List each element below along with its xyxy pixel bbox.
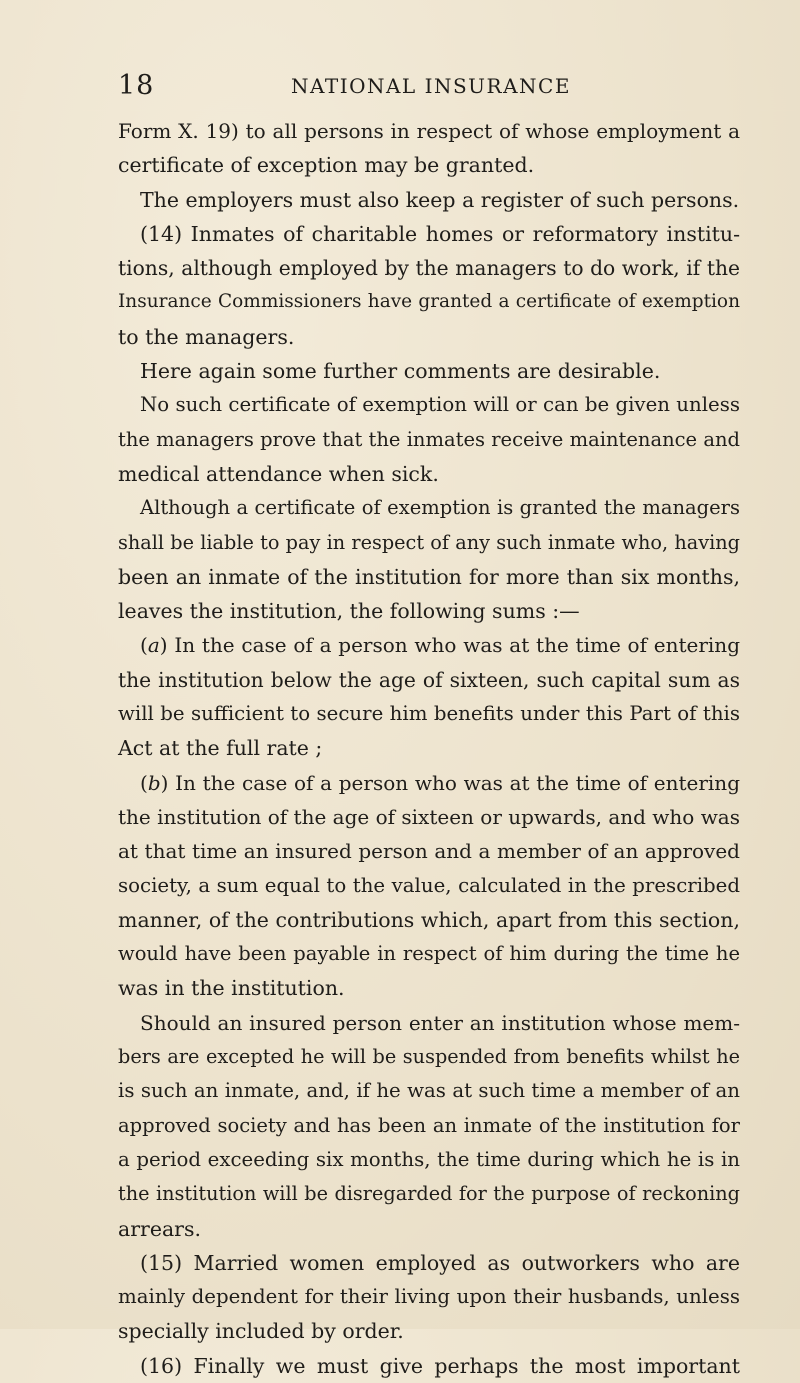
running-head [118,70,738,104]
text-line: (b) In the case of a person who was at the time of entering [140,770,740,795]
text-line: Although a certificate of exemption is granted the managers [140,496,740,520]
text-line: to the managers. [118,324,295,349]
text-line: tions, although employed by the managers to do work, if the [118,256,740,281]
text-line: the institution will be disregarded for the purpose of reckoning [118,1182,740,1206]
text-line: a period exceeding six months, the time during which he is in [118,1147,740,1171]
text-line: mainly dependent for their living upon their husbands, unless [118,1285,740,1309]
text-line: will be sufficient to secure him benefits under this Part of this [118,702,740,726]
body-text [118,114,740,1383]
text-line: (16) Finally we must give perhaps the most important [140,1353,740,1378]
text-line: at that time an insured person and a member of an approved [118,839,740,864]
running-title: NATIONAL INSURANCE [291,74,571,98]
text-line: manner, of the contributions which, apart from this section, [118,907,740,932]
text-line: would have been payable in respect of him during the time he [118,942,740,966]
text-line: arrears. [118,1216,202,1241]
text-line: (15) Married women employed as outworkers who are [140,1250,740,1275]
text-line: No such certificate of exemption will or can be given unless [140,393,740,417]
text-line: Act at the full rate ; [118,736,323,761]
text-line: leaves the institution, the following sums :— [118,599,580,624]
text-line: specially included by order. [118,1319,404,1344]
text-line: is such an inmate, and, if he was at such time a member of an [118,1079,740,1103]
text-line: society, a sum equal to the value, calculated in the prescribed [118,873,740,897]
text-line: been an inmate of the institution for more than six months, [118,564,740,589]
text-line: the institution below the age of sixteen, such capital sum as [118,667,740,692]
text-line: (a) In the case of a person who was at the time of entering [140,633,740,658]
text-line: Here again some further comments are desirable. [140,359,661,384]
text-line: the managers prove that the inmates receive maintenance and [118,427,740,451]
text-line: certificate of exception may be granted. [118,153,535,178]
text-line: the institution of the age of sixteen or upwards, and who was [118,804,740,829]
text-line: was in the institution. [118,976,345,1001]
text-line: The employers must also keep a register of such persons. [140,187,740,212]
page-number: 18 [118,70,155,101]
text-line: (14) Inmates of charitable homes or reformatory institu- [140,221,740,246]
text-line: bers are excepted he will be suspended from benefits whilst he [118,1045,740,1069]
text-line: approved society and has been an inmate of the institution for [118,1113,740,1137]
text-line: shall be liable to pay in respect of any such inmate who, having [118,530,740,554]
text-line: medical attendance when sick. [118,461,439,486]
text-line: Form X. 19) to all persons in respect of whose employment a [118,119,740,143]
text-line: Insurance Commissioners have granted a certificate of exemption [118,291,740,313]
text-line: Should an insured person enter an institution whose mem- [140,1010,740,1035]
